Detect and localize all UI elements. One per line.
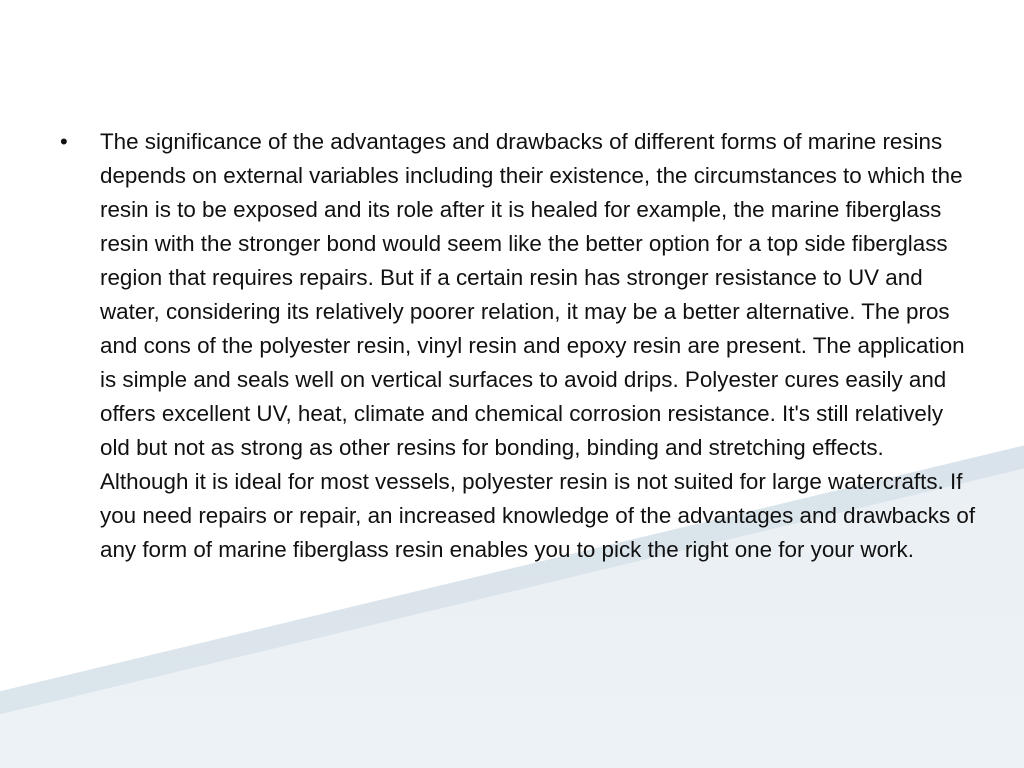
bullet-item [56, 125, 976, 567]
slide-content [56, 125, 976, 567]
bullet-icon: • [60, 129, 68, 154]
bullet-text: The significance of the advantages and drawbacks of different forms of marine resins depends on external variables including their existence, the circumstances to which the resin is to be exposed and its role after it is healed for example, the marine fiberglass resin with the stronger bond would seem like the better option for a top side fiberglass region that requires repairs. But if a certain resin has stronger resistance to UV and water, considering its relatively poorer relation, it may be a better alternative. The pros and cons of the polyester resin, vinyl resin and epoxy resin are present. The application is simple and seals well on vertical surfaces to avoid drips. Polyester cures easily and offers excellent UV, heat, climate and chemical corrosion resistance. It's still relatively old but not as strong as other resins for bonding, binding and stretching effects. Although it is ideal for most vessels, polyester resin is not suited for large watercrafts. If you need repairs or repair, an increased knowledge of the advantages and drawbacks of any form of marine fiberglass resin enables you to pick the right one for your work. [100, 129, 976, 562]
